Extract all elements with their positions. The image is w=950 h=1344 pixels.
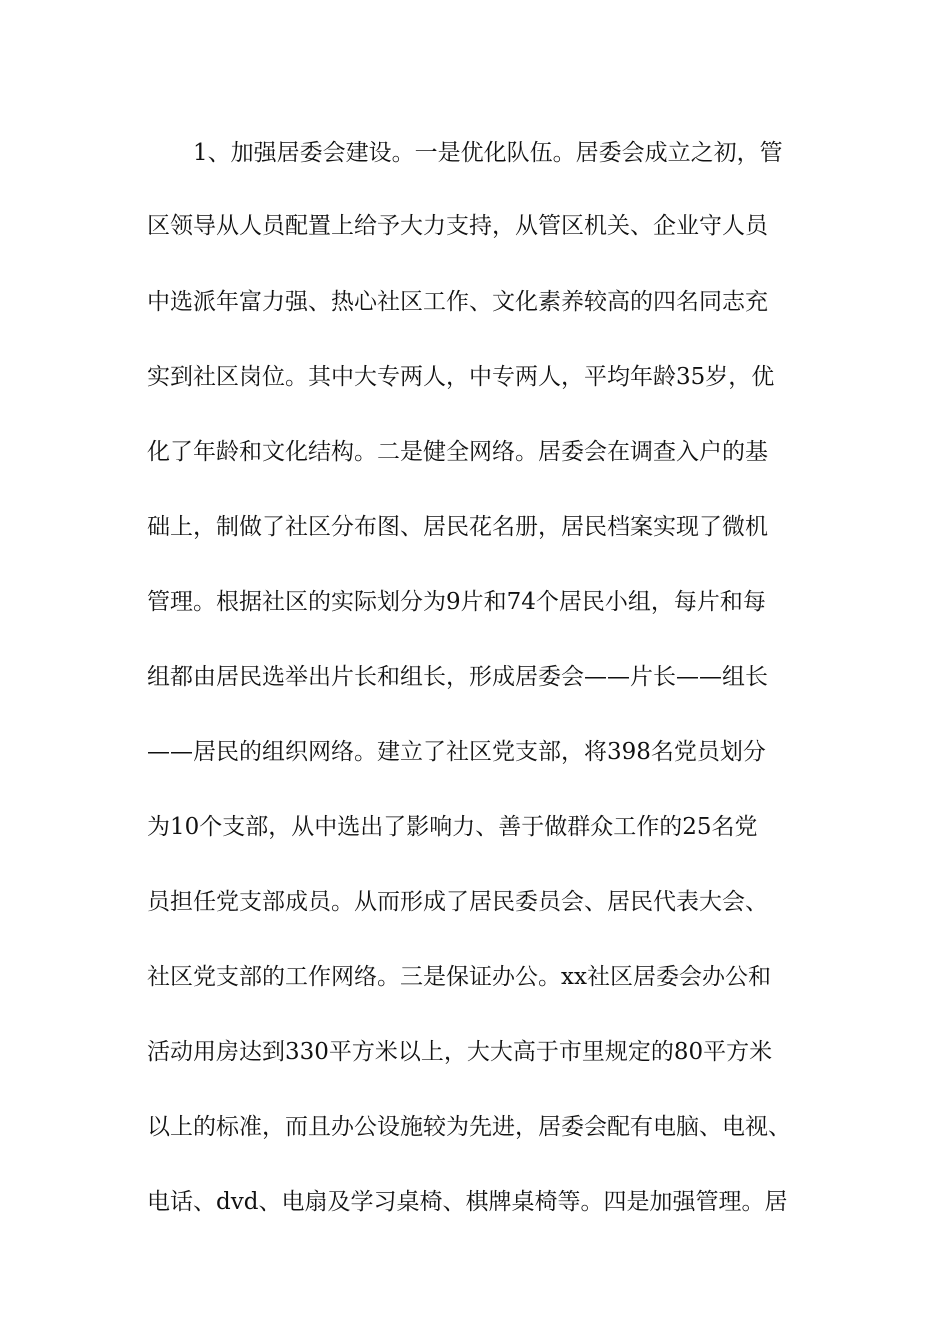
paragraph-line-8: 组都由居民选举出片长和组长，形成居委会——片长——组长 <box>147 664 768 690</box>
paragraph-line-14: 以上的标准，而且办公设施较为先进，居委会配有电脑、电视、 <box>147 1114 791 1140</box>
paragraph-line-11: 员担任党支部成员。从而形成了居民委员会、居民代表大会、 <box>147 889 768 915</box>
paragraph-line-1: 1、加强居委会建设。一是优化队伍。居委会成立之初，管 <box>193 140 783 166</box>
paragraph-line-2: 区领导从人员配置上给予大力支持，从管区机关、企业守人员 <box>147 213 768 239</box>
paragraph-line-10: 为10个支部，从中选出了影响力、善于做群众工作的25名党 <box>147 814 758 840</box>
paragraph-line-15: 电话、dvd、电扇及学习桌椅、棋牌桌椅等。四是加强管理。居 <box>147 1189 788 1215</box>
paragraph-line-3: 中选派年富力强、热心社区工作、文化素养较高的四名同志充 <box>147 289 768 315</box>
paragraph-line-7: 管理。根据社区的实际划分为9片和74个居民小组，每片和每 <box>147 589 766 615</box>
paragraph-line-4: 实到社区岗位。其中大专两人，中专两人，平均年龄35岁，优 <box>147 364 775 390</box>
paragraph-line-12: 社区党支部的工作网络。三是保证办公。xx社区居委会办公和 <box>147 964 771 990</box>
paragraph-line-9: ——居民的组织网络。建立了社区党支部，将398名党员划分 <box>147 739 766 765</box>
paragraph-line-13: 活动用房达到330平方米以上，大大高于市里规定的80平方米 <box>147 1039 773 1065</box>
paragraph-line-6: 础上，制做了社区分布图、居民花名册，居民档案实现了微机 <box>147 514 768 540</box>
paragraph-line-5: 化了年龄和文化结构。二是健全网络。居委会在调查入户的基 <box>147 439 768 465</box>
